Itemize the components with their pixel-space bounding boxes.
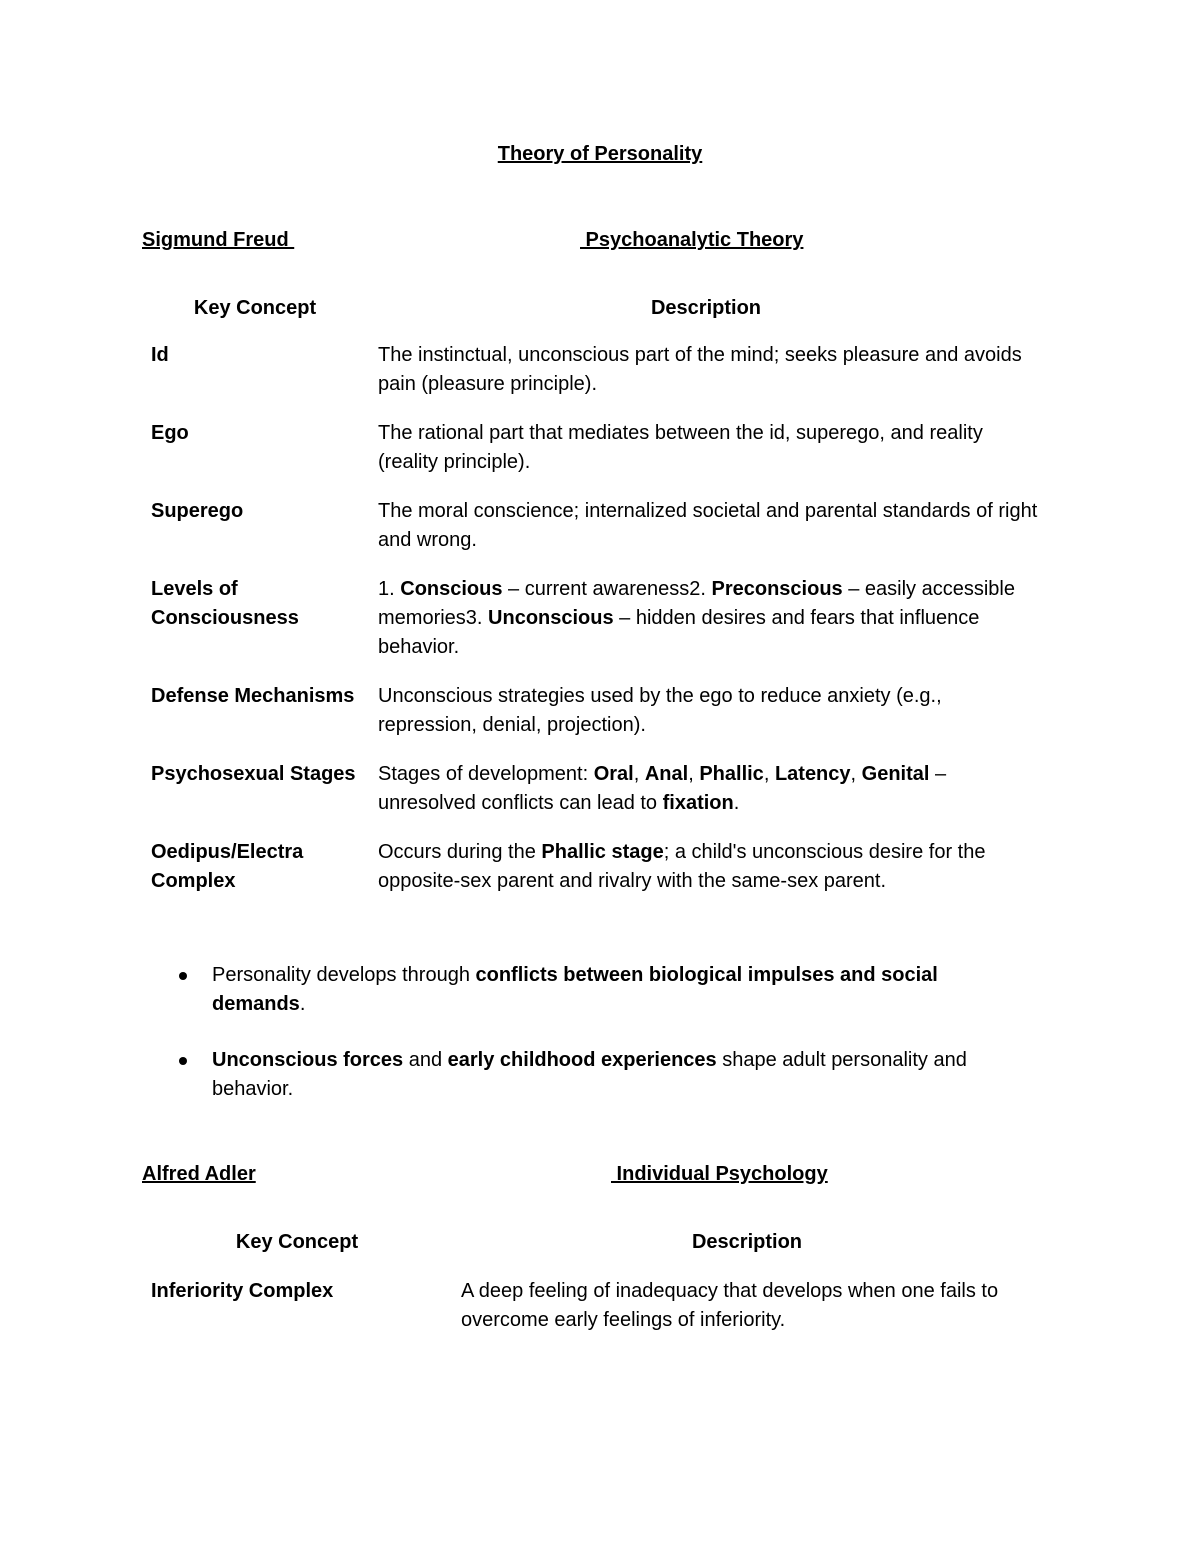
table-row: [151, 341, 1043, 399]
text-run: ,: [763, 763, 775, 785]
table-row: [151, 575, 1043, 662]
text-run: The moral conscience; internalized societal and parental standards of right and wrong.: [378, 500, 1038, 551]
bold-term: Preconscious: [711, 578, 843, 600]
list-item: [175, 961, 1035, 1019]
concept-description: [461, 1277, 1041, 1335]
concept-description: [378, 341, 1043, 399]
freud-name-heading: Sigmund Freud: [142, 229, 295, 251]
text-run: – current awareness2.: [502, 578, 712, 600]
bold-term: fixation: [662, 792, 734, 814]
bold-term: Unconscious forces: [212, 1049, 404, 1071]
concept-term: Levels of Consciousness: [151, 578, 299, 629]
freud-description-header: Description: [650, 297, 762, 319]
text-run: Occurs during the: [378, 841, 542, 863]
adler-theory-heading: Individual Psychology: [611, 1163, 828, 1185]
text-run: – hidden desires and fears that influence behavior.: [378, 607, 980, 658]
adler-description-header: Description: [691, 1231, 803, 1253]
bullet-icon: [179, 972, 187, 980]
bold-term: Latency: [774, 763, 851, 785]
table-row: [151, 760, 1043, 818]
text-run: – easily accessible memories3.: [378, 578, 1015, 629]
concept-term: Oedipus/Electra Complex: [151, 841, 304, 892]
freud-concepts-table: [151, 341, 1043, 916]
text-run: and: [403, 1049, 448, 1071]
document-title: Theory of Personality: [497, 143, 703, 165]
text-run: shape adult personality and behavior.: [212, 1049, 967, 1100]
text-run: A deep feeling of inadequacy that develops when one fails to overcome early feelings of inferiority.: [461, 1280, 999, 1331]
concept-term: Psychosexual Stages: [151, 763, 356, 785]
text-run: The instinctual, unconscious part of the mind; seeks pleasure and avoids pain (pleasure principle).: [378, 344, 1022, 395]
freud-theory-heading: Psychoanalytic Theory: [580, 229, 804, 251]
table-row: [151, 419, 1043, 477]
table-row: [151, 838, 1043, 896]
text-run: The rational part that mediates between the id, superego, and reality (reality principle).: [378, 422, 983, 473]
text-run: ,: [633, 763, 645, 785]
bullet-icon: [179, 1057, 187, 1065]
adler-key-concept-header: Key Concept: [235, 1231, 359, 1253]
list-item: [175, 1046, 1035, 1104]
concept-description: [378, 497, 1043, 555]
text-run: ,: [688, 763, 700, 785]
adler-name-heading: Alfred Adler: [142, 1163, 256, 1185]
concept-term: Id: [151, 344, 169, 366]
bold-term: conflicts between biological impulses and social demands: [212, 964, 938, 1015]
text-run: ; a child's unconscious desire for the opposite-sex parent and rivalry with the same-sex parent.: [378, 841, 986, 892]
text-run: Personality develops through: [212, 964, 476, 986]
concept-description: [378, 682, 1043, 740]
concept-description: [378, 419, 1043, 477]
table-row: [151, 1277, 1041, 1335]
text-run: Unconscious strategies used by the ego to reduce anxiety (e.g., repression, denial, projection).: [378, 685, 942, 736]
adler-concepts-table: [151, 1277, 1041, 1355]
text-run: 1.: [378, 578, 401, 600]
concept-description: [378, 760, 1043, 818]
bold-term: Unconscious: [488, 607, 614, 629]
text-run: .: [299, 993, 306, 1015]
bold-term: Genital: [861, 763, 930, 785]
text-run: Stages of development:: [378, 763, 594, 785]
text-run: – unresolved conflicts can lead to: [378, 763, 947, 814]
concept-term: Superego: [151, 500, 244, 522]
concept-term: Ego: [151, 422, 189, 444]
freud-summary-list: [175, 961, 1035, 1131]
bold-term: early childhood experiences: [447, 1049, 717, 1071]
table-row: [151, 682, 1043, 740]
concept-term: Defense Mechanisms: [151, 685, 355, 707]
bold-term: Oral: [593, 763, 634, 785]
concept-description: [378, 575, 1043, 662]
freud-key-concept-header: Key Concept: [193, 297, 317, 319]
concept-term: Inferiority Complex: [151, 1280, 334, 1302]
text-run: ,: [850, 763, 862, 785]
bold-term: Phallic: [699, 763, 764, 785]
text-run: .: [733, 792, 740, 814]
table-row: [151, 497, 1043, 555]
bold-term: Phallic stage: [541, 841, 664, 863]
concept-description: [378, 838, 1043, 896]
bold-term: Conscious: [400, 578, 503, 600]
bold-term: Anal: [644, 763, 689, 785]
